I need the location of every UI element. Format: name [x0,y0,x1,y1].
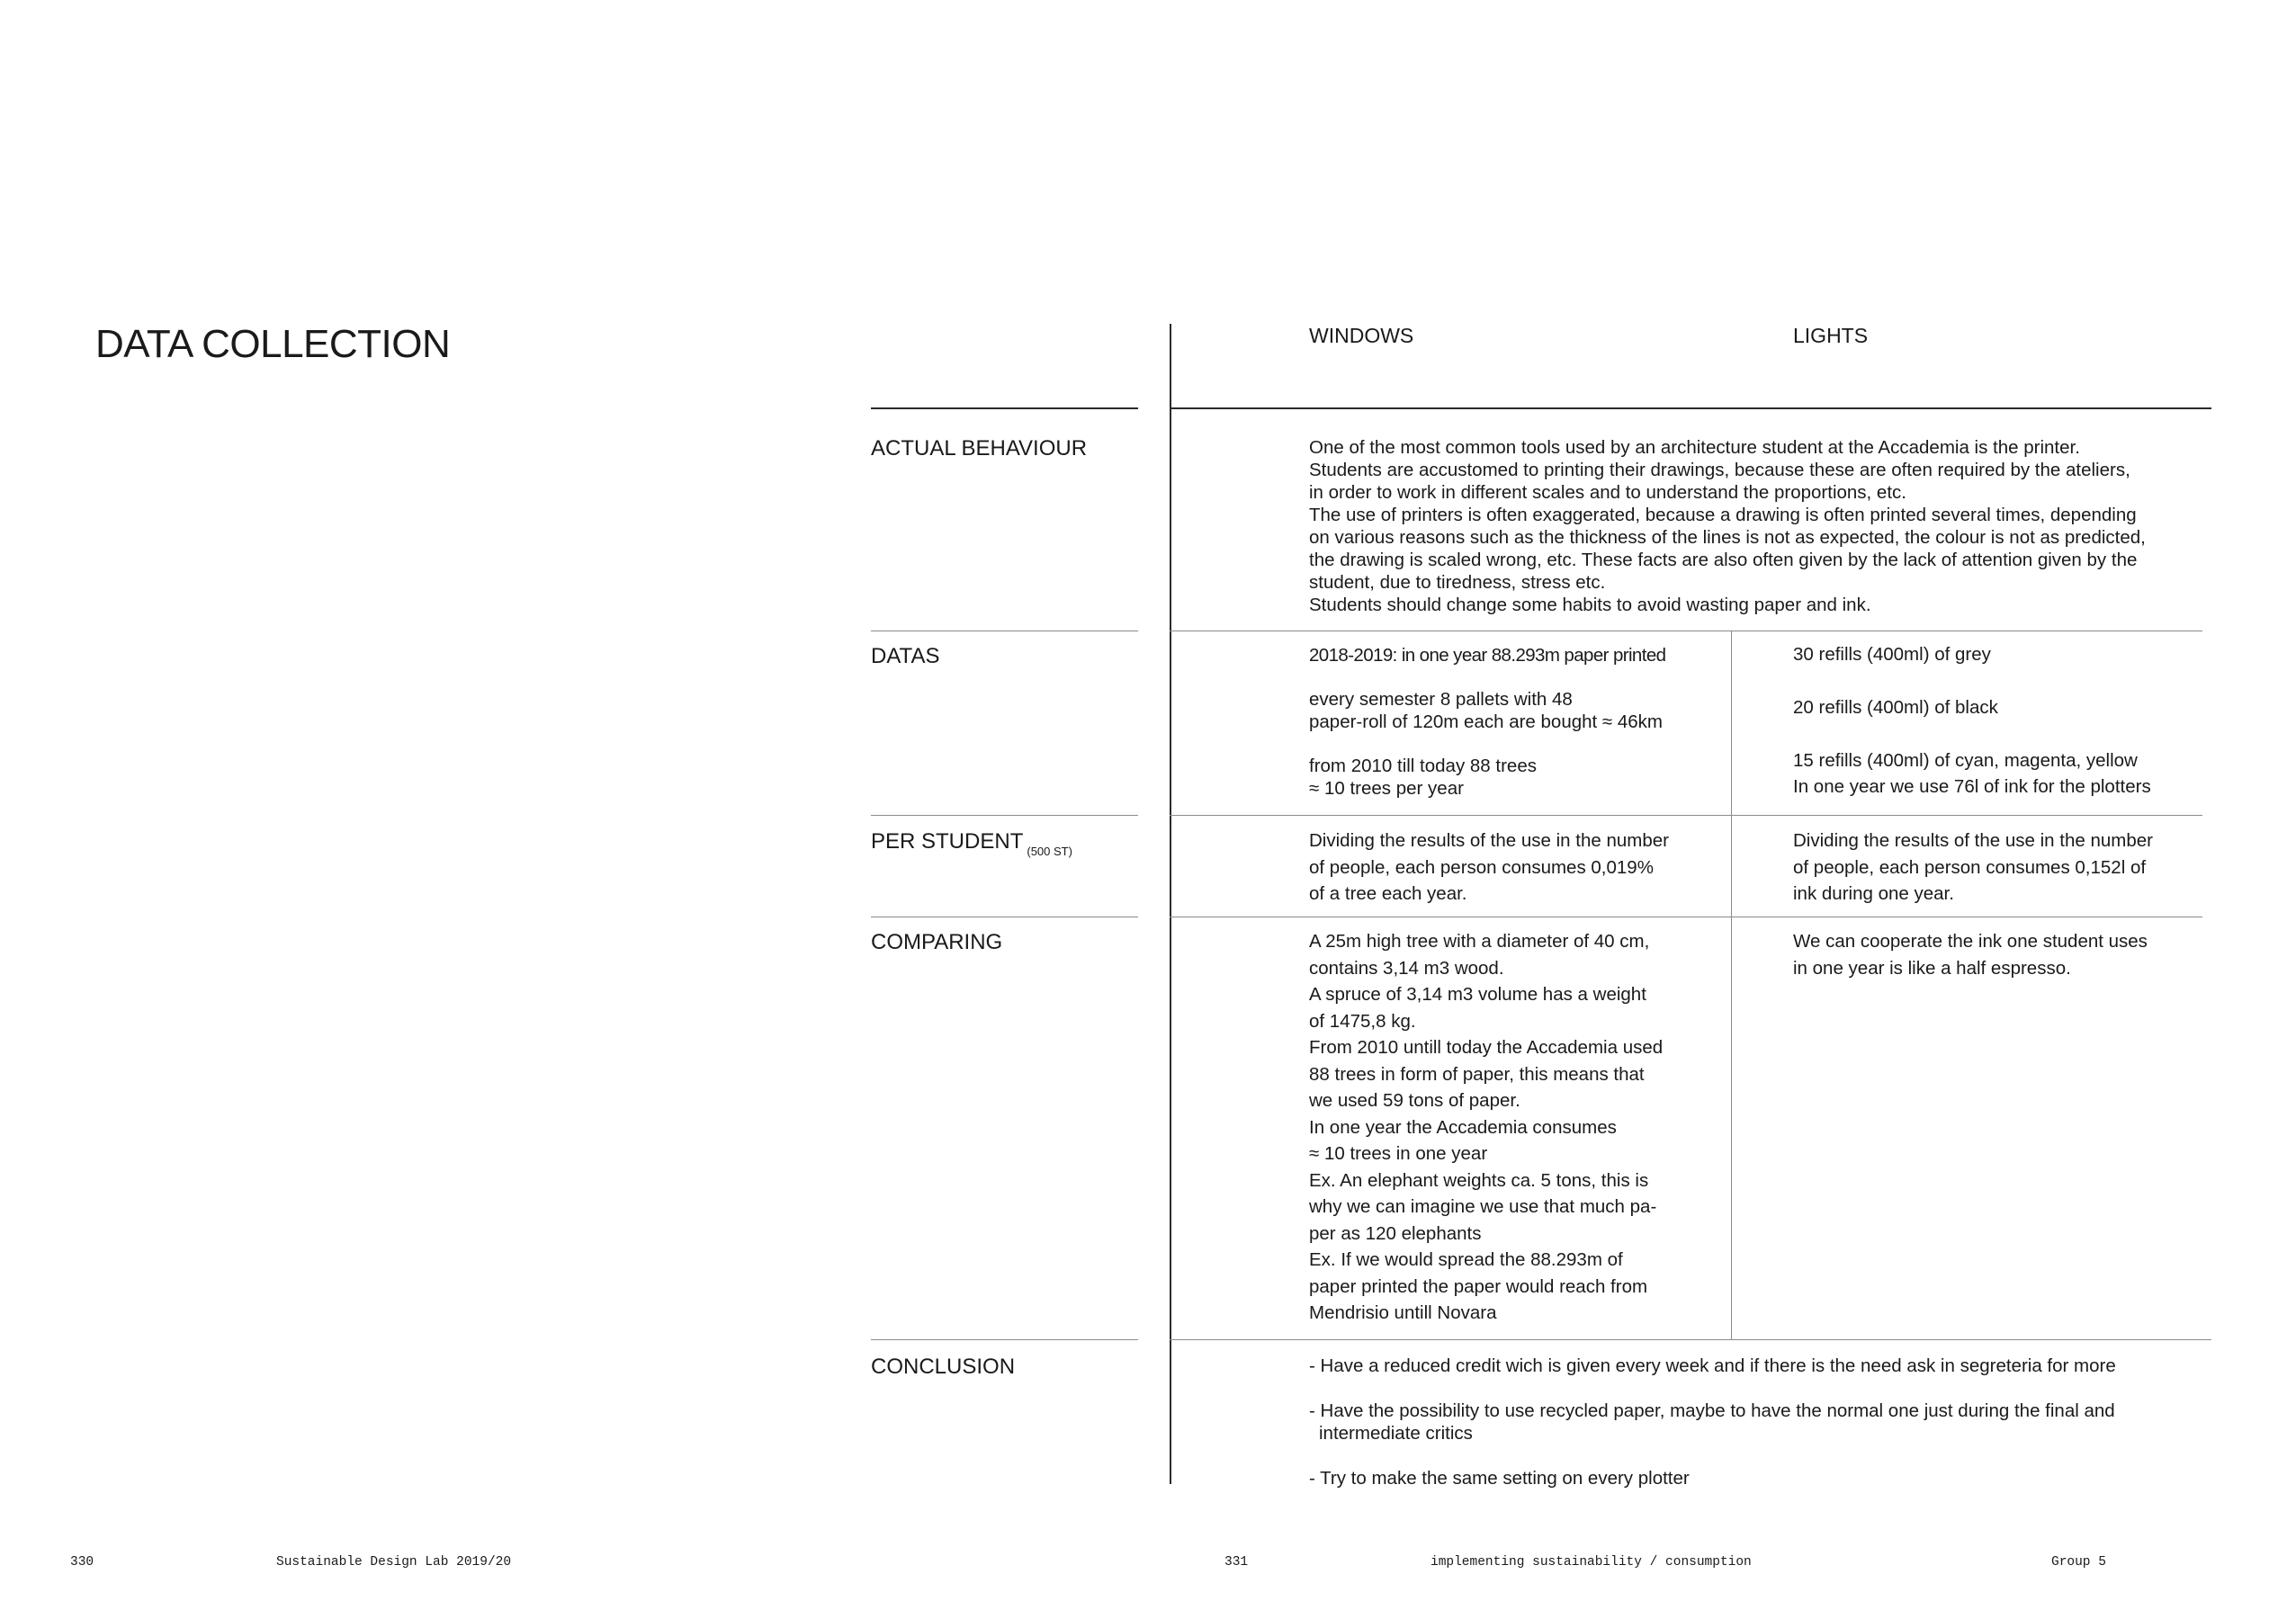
text-line: on various reasons such as the thickness of the lines is not as expected, the colour is not as predicted, [1309,527,2146,548]
conclusion-item: - Have a reduced credit wich is given every week and if there is the need ask in segreteria for more [1309,1355,2116,1376]
per-student-windows-text [1309,827,1669,908]
column-header-windows: WINDOWS [1309,324,1414,347]
conclusion-item: - Have the possibility to use recycled paper, maybe to have the normal one just during the final and [1309,1400,2115,1421]
text-line: we used 59 tons of paper. [1309,1090,1520,1111]
text-line: Dividing the results of the use in the number [1309,830,1669,851]
text-line: from 2010 till today 88 trees [1309,756,1537,776]
text-line: One of the most common tools used by an architecture student at the Accademia is the printer. [1309,437,2080,458]
row-label-per-student-suffix: (500 ST) [1027,845,1072,858]
text-line: Students should change some habits to avoid wasting paper and ink. [1309,595,1871,615]
text-line: Mendrisio untill Novara [1309,1302,1497,1323]
text-line: 2018-2019: in one year 88.293m paper printed [1309,645,1666,666]
text-line: of 1475,8 kg. [1309,1010,1416,1032]
text-line: 30 refills (400ml) of grey [1793,644,1991,665]
text-line: Ex. An elephant weights ca. 5 tons, this is [1309,1169,1649,1191]
text-line: A spruce of 3,14 m3 volume has a weight [1309,984,1646,1005]
text-line: paper printed the paper would reach from [1309,1275,1648,1297]
conclusion-text [1309,1355,2116,1489]
text-line: in order to work in different scales and to understand the proportions, etc. [1309,482,1906,503]
header-rule-right [1170,407,2211,409]
per-student-lights-text [1793,827,2153,908]
footer-right-title: implementing sustainability / consumption [1431,1555,1752,1570]
text-line: contains 3,14 m3 wood. [1309,957,1504,979]
row-label-conclusion: CONCLUSION [871,1355,1016,1379]
text-line: ≈ 10 trees per year [1309,778,1464,799]
text-line: why we can imagine we use that much pa- [1309,1196,1657,1217]
text-line: of people, each person consumes 0,019% [1309,856,1654,878]
row-rule-conclusion-left [871,1339,1138,1340]
text-line: ≈ 10 trees in one year [1309,1143,1488,1164]
text-line: in one year is like a half espresso. [1793,957,2071,979]
row-label-actual-behaviour: ACTUAL BEHAVIOUR [871,436,1088,461]
text-line: Ex. If we would spread the 88.293m of [1309,1249,1623,1270]
text-line: We can cooperate the ink one student uses [1793,931,2148,952]
text-line: A 25m high tree with a diameter of 40 cm, [1309,931,1650,952]
text-line: ink during one year. [1793,883,1954,904]
table-vertical-divider [1170,324,1171,1484]
text-line: of a tree each year. [1309,883,1467,904]
footer-group: Group 5 [2051,1555,2106,1570]
page-title: DATA COLLECTION [95,322,451,366]
datas-windows-text [1309,644,1665,800]
text-line: every semester 8 pallets with 48 [1309,689,1573,710]
row-rule-per-student-right [1170,815,2202,816]
comparing-windows-text [1309,928,1663,1327]
text-line: Students are accustomed to printing their drawings, because these are often required by the ateliers, [1309,460,2130,480]
actual-behaviour-text [1309,436,2146,616]
footer-left-page-number: 330 [70,1555,94,1570]
conclusion-item: - Try to make the same setting on every plotter [1309,1468,1690,1489]
text-line: of people, each person consumes 0,152l of [1793,856,2147,878]
row-label-per-student: PER STUDENT $_{(500 ST)}$ [871,829,1072,858]
text-line: From 2010 untill today the Accademia used [1309,1037,1664,1058]
text-line: In one year the Accademia consumes [1309,1116,1617,1138]
text-line: Dividing the results of the use in the number [1793,830,2153,851]
row-rule-conclusion-right [1170,1339,2211,1340]
header-rule-left [871,407,1138,409]
row-label-datas: DATAS [871,644,940,668]
text-line: 88 trees in form of paper, this means that [1309,1063,1645,1085]
text-line: 15 refills (400ml) of cyan, magenta, yellow [1793,750,2138,771]
comparing-lights-text [1793,928,2148,981]
row-rule-per-student-left [871,815,1138,816]
text-line: In one year we use 76l of ink for the plotters [1793,776,2151,797]
text-line: the drawing is scaled wrong, etc. These facts are also often given by the lack of attention given by the [1309,550,2138,570]
column-header-lights: LIGHTS [1793,324,1869,347]
conclusion-item-continued: intermediate critics [1319,1423,1473,1444]
text-line: The use of printers is often exaggerated, because a drawing is often printed several times, depending [1309,505,2137,525]
column-divider-lights [1731,631,1732,1339]
footer-left-title: Sustainable Design Lab 2019/20 [276,1555,512,1570]
footer-right-page-number: 331 [1224,1555,1249,1570]
text-line: paper-roll of 120m each are bought ≈ 46km [1309,711,1664,732]
row-label-comparing: COMPARING [871,930,1003,954]
text-line: 20 refills (400ml) of black [1793,697,1998,718]
text-line: per as 120 elephants [1309,1222,1482,1244]
text-line: student, due to tiredness, stress etc. [1309,572,1606,593]
